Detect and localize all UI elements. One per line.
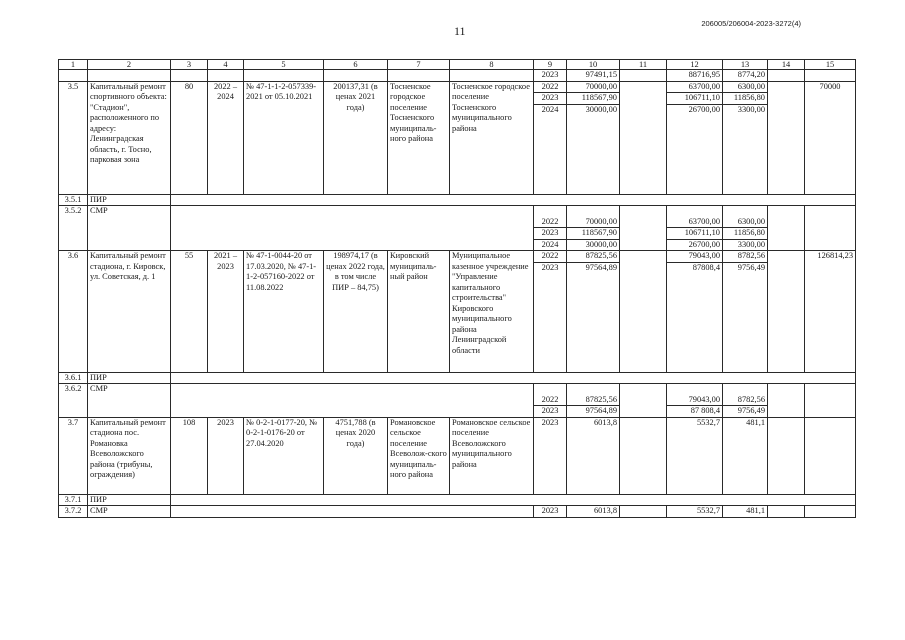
item-name: СМР <box>88 384 171 418</box>
item-number: 3.7.2 <box>59 506 88 518</box>
table-row <box>59 206 856 217</box>
item-document: № 47-1-1-2-057339-2021 от 05.10.2021 <box>244 81 324 194</box>
year-cell: 2024 <box>534 239 567 251</box>
item-name: Капитальный ремонт стадиона, г. Кировск, ул. Советская, д. 1 <box>88 251 171 373</box>
col-header: 2 <box>88 60 171 70</box>
item-number: 3.6.1 <box>59 372 88 384</box>
item-number: 3.5 <box>59 81 88 194</box>
value-cell: 6300,00 <box>723 217 768 228</box>
year-cell: 2022 <box>534 395 567 406</box>
year-cell: 2023 <box>534 262 567 273</box>
value-cell: 97491,15 <box>567 70 620 82</box>
item-name: СМР <box>88 506 171 518</box>
value-cell: 26700,00 <box>667 239 723 251</box>
item-number: 3.5.2 <box>59 206 88 251</box>
value-cell: 11856,80 <box>723 93 768 105</box>
table-row <box>59 70 856 82</box>
item-power: 55 <box>171 251 208 373</box>
value-cell: 87825,56 <box>567 251 620 263</box>
col-header: 14 <box>768 60 805 70</box>
table-row <box>59 494 856 506</box>
col-header: 1 <box>59 60 88 70</box>
col-header: 8 <box>450 60 534 70</box>
year-cell: 2023 <box>534 93 567 105</box>
col-header: 12 <box>667 60 723 70</box>
header-row <box>59 60 856 70</box>
item-name: Капитальный ремонт спортивного объекта: "Стадион", расположенного по адресу: Ленинградская область, г. Тосно, парковая зона <box>88 81 171 194</box>
value-cell: 481,1 <box>723 506 768 518</box>
value-cell: 3300,00 <box>723 239 768 251</box>
col-header: 7 <box>388 60 450 70</box>
item-customer: Романовское сельское поселение Всеволожского муниципального района <box>450 417 534 494</box>
year-cell: 2023 <box>534 70 567 82</box>
value-cell: 6013,8 <box>567 506 620 518</box>
table-row <box>59 372 856 384</box>
value-cell: 8774,20 <box>723 70 768 82</box>
value-cell: 118567,90 <box>567 228 620 240</box>
item-number: 3.6.2 <box>59 384 88 418</box>
table-row <box>59 194 856 206</box>
item-name: ПИР <box>88 494 171 506</box>
year-cell: 2023 <box>534 506 567 518</box>
value-cell: 9756,49 <box>723 406 768 418</box>
col-header: 6 <box>324 60 388 70</box>
item-name: Капитальный ремонт стадиона пос. Романовка Всеволожского района (трибуны, ограждения) <box>88 417 171 494</box>
item-cost: 200137,31 (в ценах 2021 года) <box>324 81 388 194</box>
item-period: 2022 – 2024 <box>208 81 244 194</box>
table-row <box>59 384 856 395</box>
value-cell: 79043,00 <box>667 395 723 406</box>
table-row <box>59 81 856 93</box>
value-cell: 70000,00 <box>567 217 620 228</box>
value-cell: 70000,00 <box>567 81 620 93</box>
item-cost: 4751,788 (в ценах 2020 года) <box>324 417 388 494</box>
year-cell: 2022 <box>534 251 567 263</box>
value-cell: 87808,4 <box>667 262 723 273</box>
value-cell: 118567,90 <box>567 93 620 105</box>
value-cell: 30000,00 <box>567 239 620 251</box>
value-cell: 6013,8 <box>567 417 620 428</box>
value-cell: 70000 <box>805 81 856 194</box>
value-cell: 79043,00 <box>667 251 723 263</box>
item-number: 3.7.1 <box>59 494 88 506</box>
year-cell: 2023 <box>534 417 567 428</box>
item-power: 80 <box>171 81 208 194</box>
value-cell: 87825,56 <box>567 395 620 406</box>
item-period: 2021 – 2023 <box>208 251 244 373</box>
year-cell: 2022 <box>534 81 567 93</box>
col-header: 3 <box>171 60 208 70</box>
col-header: 11 <box>620 60 667 70</box>
col-header: 10 <box>567 60 620 70</box>
item-customer: Тосненское городское поселение Тосненского муниципального района <box>450 81 534 194</box>
item-name: СМР <box>88 206 171 251</box>
document-code: 206005/206004-2023-3272(4) <box>701 19 801 28</box>
item-number: 3.7 <box>59 417 88 494</box>
value-cell: 8782,56 <box>723 395 768 406</box>
item-customer: Муниципальное казенное учреждение "Управление капитального строительства" Кировского муниципального района Ленинградской области <box>450 251 534 373</box>
value-cell: 87 808,4 <box>667 406 723 418</box>
year-cell: 2024 <box>534 104 567 115</box>
table-row <box>59 506 856 518</box>
year-cell: 2023 <box>534 406 567 418</box>
value-cell: 126814,23 <box>805 251 856 373</box>
col-header: 9 <box>534 60 567 70</box>
col-header: 13 <box>723 60 768 70</box>
value-cell: 106711,10 <box>667 93 723 105</box>
value-cell: 11856,80 <box>723 228 768 240</box>
value-cell: 5532,7 <box>667 417 723 428</box>
funding-table <box>58 59 856 518</box>
item-municipality: Кировский муниципаль-ный район <box>388 251 450 373</box>
item-power: 108 <box>171 417 208 494</box>
col-header: 5 <box>244 60 324 70</box>
year-cell: 2023 <box>534 228 567 240</box>
col-header: 4 <box>208 60 244 70</box>
value-cell: 97564,89 <box>567 406 620 418</box>
col-header: 15 <box>805 60 856 70</box>
value-cell: 9756,49 <box>723 262 768 273</box>
value-cell: 8782,56 <box>723 251 768 263</box>
table-row <box>59 417 856 428</box>
value-cell: 5532,7 <box>667 506 723 518</box>
value-cell: 6300,00 <box>723 81 768 93</box>
value-cell: 26700,00 <box>667 104 723 115</box>
item-document: № 47-1-0044-20 от 17.03.2020, № 47-1-1-2-057160-2022 от 11.08.2022 <box>244 251 324 373</box>
item-municipality: Тосненское городское поселение Тосненского муниципаль-ного района <box>388 81 450 194</box>
value-cell: 63700,00 <box>667 217 723 228</box>
item-number: 3.6 <box>59 251 88 373</box>
item-period: 2023 <box>208 417 244 494</box>
page-number: 11 <box>454 24 466 38</box>
value-cell: 97564,89 <box>567 262 620 273</box>
value-cell: 3300,00 <box>723 104 768 115</box>
value-cell: 63700,00 <box>667 81 723 93</box>
year-cell: 2022 <box>534 217 567 228</box>
item-name: ПИР <box>88 372 171 384</box>
item-number: 3.5.1 <box>59 194 88 206</box>
value-cell: 106711,10 <box>667 228 723 240</box>
table-row <box>59 251 856 263</box>
value-cell: 88716,95 <box>667 70 723 82</box>
value-cell: 481,1 <box>723 417 768 428</box>
item-municipality: Романовское сельское поселение Всеволож-ского муниципаль-ного района <box>388 417 450 494</box>
item-cost: 198974,17 (в ценах 2022 года, в том числе ПИР – 84,75) <box>324 251 388 373</box>
value-cell: 30000,00 <box>567 104 620 115</box>
item-name: ПИР <box>88 194 171 206</box>
item-document: № 0-2-1-0177-20, № 0-2-1-0176-20 от 27.04.2020 <box>244 417 324 494</box>
